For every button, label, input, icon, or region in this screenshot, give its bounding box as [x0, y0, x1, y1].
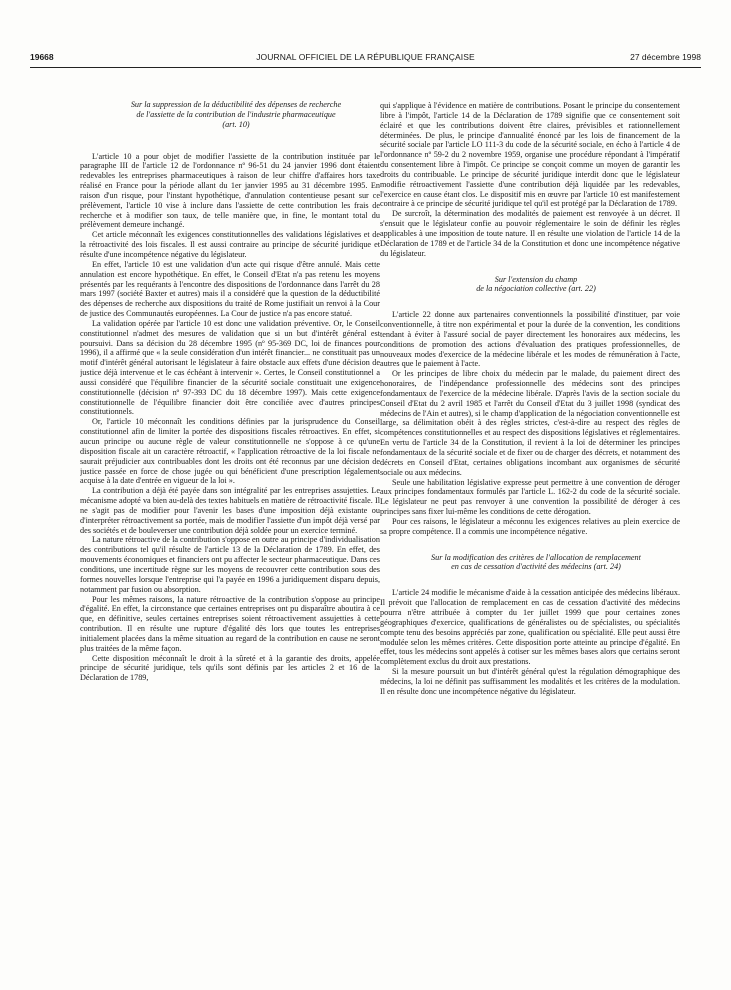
issue-date: 27 décembre 1998: [630, 52, 701, 62]
section-title-line: Sur l'extension du champ: [494, 274, 578, 284]
left-column: [80, 100, 380, 980]
body-paragraph: L'article 10 a pour objet de modifier l'assiette de la contribution instituée par le paragraphe III de l'article 12 de l'ordonnance nº 96-51 du 24 janvier 1996 dont étaient redevables les entreprises pharmaceutiques à raison de leur chiffre d'affaires hors taxe réalisé en France pour la période allant du 1er janvier 1995 au 31 décembre 1995. En raison d'un risque, pour l'instant hypothétique, d'annulation contentieuse pesant sur ce prélèvement, l'article 10 vise à inclure dans l'assiette de cette contribution les frais de recherche et à modifier son taux, de telle manière que, in fine, le montant total du prélèvement demeure inchangé.: [80, 151, 380, 230]
body-paragraph: La validation opérée par l'article 10 est donc une validation préventive. Or, le Conseil constitutionnel n'admet des mesures de validation que si un but d'intérêt général est poursuivi. Dans sa décision du 28 décembre 1995 (nº 95-369 DC, loi de finances pour 1996), il a affirmé que « la seule considération d'un intérêt financier... ne constituait pas un motif d'intérêt général autorisant le législateur à faire obstacle aux effets d'une décision de justice déjà intervenue et le cas échéant à intervenir ». Certes, le Conseil constitutionnel a aussi considéré que l'équilibre financier de la sécurité sociale constituait une exigence constitutionnelle (décision nº 97-393 DC du 18 décembre 1997). Mais cette exigence constitutionnelle de l'équilibre financier doit être conciliée avec d'autres principes constitutionnels.: [80, 318, 380, 417]
section-title-art-22: [380, 275, 680, 295]
section-title-line: Sur la modification des critères de l'allocation de remplacement: [431, 552, 641, 562]
right-column: [380, 101, 680, 981]
body-paragraph: Or, l'article 10 méconnaît les conditions définies par la jurisprudence du Conseil constitutionnel afin de limiter la portée des dispositions fiscales rétroactives. En effet, si aucun principe ou aucune règle de valeur constitutionnelle ne s'oppose à ce qu'une disposition fiscale ait un caractère rétroactif, « l'application rétroactive de la loi fiscale ne saurait préjudicier aux contribuables dont les droits ont été reconnus par une décision de justice passée en force de chose jugée ou qui bénéficient d'une prescription légalement acquise à la date d'entrée en vigueur de la loi ».: [80, 417, 380, 486]
body-paragraph: Si la mesure poursuit un but d'intérêt général qu'est la régulation démographique des médecins, la loi ne définit pas suffisamment les modalités et les critères de la modulation. Il en résulte donc une incompétence négative du législateur.: [380, 667, 680, 696]
section-title-line: (art. 10): [222, 119, 250, 129]
body-paragraph: De surcroît, la détermination des modalités de paiement est renvoyée à un décret. Il s'ensuit que le législateur confie au pouvoir réglementaire le soin de définir les règles applicables à une imposition de toute nature. Il en résulte une violation de l'article 14 de la Déclaration de 1789 et de l'article 34 de la Constitution et donc une incompétence négative du législateur.: [380, 209, 680, 258]
page-header: [30, 52, 701, 66]
section-title-art-24: [380, 553, 680, 573]
body-paragraph: Seule une habilitation législative expresse peut permettre à une convention de déroger aux principes fondamentaux formulés par l'article L. 162-2 du code de la sécurité sociale. Le législateur ne peut pas renvoyer à une convention la possibilité de déroger à ces principes sans fixer lui-même les conditions de cette dérogation.: [380, 477, 680, 517]
header-rule: [30, 67, 701, 68]
body-paragraph: En effet, l'article 10 est une validation d'un acte qui risque d'être annulé. Mais cette annulation est encore hypothétique. En effet, le Conseil d'Etat n'a pas retenu les moyens présentés par les requérants à l'encontre des dispositions de l'ordonnance dans l'arrêt du 28 mars 1997 (société Baxter et autres) mais il a considéré que la question de la déductibilité des dépenses de recherche aux dispositions du traité de Rome justifiait un renvoi à la Cour de justice des Communautés européennes. La Cour de justice n'a pas encore statué.: [80, 259, 380, 319]
section-title-line: de l'assiette de la contribution de l'industrie pharmaceutique: [136, 109, 336, 119]
section-title-line: de la négociation collective (art. 22): [476, 284, 596, 294]
page-number: 19668: [30, 52, 54, 62]
body-paragraph: Pour les mêmes raisons, la nature rétroactive de la contribution s'oppose au principe d'égalité. En effet, la circonstance que certaines entreprises ont pu disparaître aboutira à ce que, en définitive, seules certaines entreprises soient rétroactivement assujetties à cette contribution. Il en résulte une rupture d'égalité dès lors que toutes les entreprises initialement placées dans la même situation au regard de la contribution en cause ne seront plus traitées de la même façon.: [80, 594, 380, 653]
body-paragraph: qui s'applique à l'évidence en matière de contributions. Posant le principe du consentement libre à l'impôt, l'article 14 de la Déclaration de 1789 signifie que ce consentement soit éclairé et que les contributions doivent être claires, prévisibles et rationnellement déterminées. De plus, le principe d'annualité énoncé par les lois de financement de la sécurité sociale par l'article LO 111-3 du code de la sécurité sociale, en écho à l'article 4 de l'ordonnance nº 59-2 du 2 novembre 1959, organise une procédure répondant à l'impératif du consentement libre à l'impôt. Ce principe se conçoit comme un moyen de garantir les droits du contribuable. Le principe de sécurité juridique interdit donc que le législateur modifie rétroactivement l'assiette d'une contribution déjà liquidée par les redevables, l'exercice en cause étant clos. Le dispositif mis en œuvre par l'article 10 est manifestement contraire à ce principe de sécurité juridique tel qu'il est protégé par la Déclaration de 1789.: [380, 101, 680, 209]
section-title-art-10: [80, 100, 380, 130]
section-title-line: Sur la suppression de la déductibilité des dépenses de recherche: [130, 100, 342, 109]
body-paragraph: L'article 24 modifie le mécanisme d'aide à la cessation anticipée des médecins libéraux. Il prévoit que l'allocation de remplacement en cas de cessation d'activité des médecins pourra n'être attribuée à compter du 1er juillet 1999 que pour certaines zones géographiques d'exercice, qualifications de généralistes ou de spécialistes, ou spécialités compte tenu des besoins appréciés par zone, qualification ou spécialité. Elle peut aussi être modulée selon les mêmes critères. Cette disposition porte atteinte au principe d'égalité. En effet, tous les médecins sont appelés à cotiser sur les mêmes bases alors que certains seront complètement exclus du droit aux prestations.: [380, 588, 680, 667]
body-paragraph: Pour ces raisons, le législateur a méconnu les exigences relatives au plein exercice de sa propre compétence. Il a commis une incompétence négative.: [380, 516, 680, 536]
body-paragraph: Or les principes de libre choix du médecin par le malade, du paiement direct des honoraires, de l'indépendance professionnelle des médecins sont des principes fondamentaux de l'exercice de la médecine libérale. D'après l'avis de la section sociale du Conseil d'Etat du 2 avril 1985 et l'arrêt du Conseil d'Etat du 3 juillet 1998 (syndicat des médecins de l'Ain et autres), si le champ d'application de la négociation conventionnelle est large, sa délimitation obéit à des règles strictes, c'est-à-dire au respect des règles de compétences constitutionnelles et au respect des dispositions législatives et réglementaires. En vertu de l'article 34 de la Constitution, il revient à la loi de déterminer les principes fondamentaux de la sécurité sociale et de fixer ou de charger des décrets, et notamment des décrets en Conseil d'Etat, certaines obligations incombant aux organismes de sécurité sociale ou aux médecins.: [380, 369, 680, 477]
journal-title: JOURNAL OFFICIEL DE LA RÉPUBLIQUE FRANÇAISE: [256, 52, 475, 62]
body-paragraph: Cet article méconnaît les exigences constitutionnelles des validations législatives et de la rétroactivité des lois fiscales. Il est aussi contraire au principe de sécurité juridique et résulte d'une incompétence négative du législateur.: [80, 230, 380, 259]
body-paragraph: Cette disposition méconnaît le droit à la sûreté et à la garantie des droits, appelée principe de sécurité juridique, tels qu'ils sont définis par les articles 2 et 16 de la Déclaration de 1789,: [80, 653, 380, 683]
body-paragraph: La nature rétroactive de la contribution s'oppose en outre au principe d'individualisation des contributions tel qu'il résulte de l'article 13 de la Déclaration de 1789. En effet, des mouvements économiques et financiers ont pu affecter le secteur pharmaceutique. Dans ces conditions, une incertitude règne sur les moyens de recouvrer cette contribution sous des formes nouvelles lorsque l'entreprise qui l'a payée en 1996 a juridiquement disparu depuis, notamment par fusion ou absorption.: [80, 535, 380, 594]
section-title-line: en cas de cessation d'activité des médecins (art. 24): [451, 562, 621, 572]
body-paragraph: La contribution a déjà été payée dans son intégralité par les entreprises assujetties. Le mécanisme adopté va bien au-delà des textes habituels en matière de rétroactivité fiscale. Il ne s'agit pas de modifier pour l'avenir les bases d'une imposition déjà existante ou d'interpréter rétroactivement sa portée, mais de modifier l'assiette d'un impôt déjà versé par des sociétés et de bouleverser une contribution déjà soldée pour un exercice terminé.: [80, 486, 380, 535]
body-paragraph: L'article 22 donne aux partenaires conventionnels la possibilité d'instituer, par voie conventionnelle, à titre non expérimental et pour la durée de la convention, les conditions tendant à éviter à l'assuré social de payer directement les honoraires aux médecins, les conditions de promotion des actions d'évaluation des pratiques professionnelles, de nouveaux modes d'exercice de la médecine libérale et les modes de rémunération à l'acte, autres que le paiement à l'acte.: [380, 310, 680, 369]
